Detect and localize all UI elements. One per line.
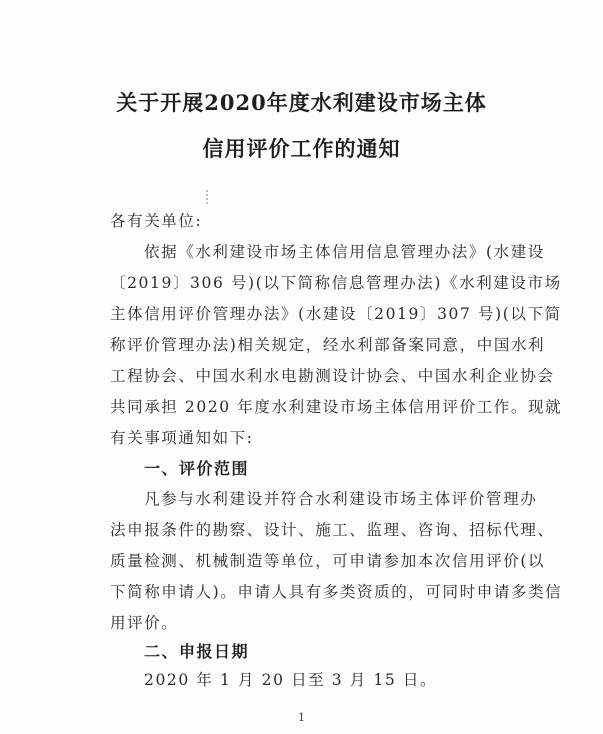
- section1-line: 法申报条件的勘察、设计、施工、监理、咨询、招标代理、: [110, 521, 555, 539]
- intro-line: 共同承担 2020 年度水利建设市场主体信用评价工作。现就: [110, 398, 563, 416]
- page-number: 1: [298, 711, 305, 724]
- intro-line: 依据《水利建设市场主体信用信息管理办法》(水建设: [144, 243, 545, 261]
- intro-line: 〔2019〕306 号)(以下简称信息管理办法)《水利建设市场: [110, 274, 562, 292]
- section1-line: 用评价。: [110, 614, 179, 632]
- salutation: 各有关单位:: [110, 212, 203, 230]
- scan-artifact: [206, 190, 210, 204]
- section1-line: 质量检测、机械制造等单位，可申请参加本次信用评价(以: [110, 552, 546, 570]
- section-heading-dates: 二、申报日期: [144, 642, 250, 661]
- section2-line: 2020 年 1 月 20 日至 3 月 15 日。: [144, 671, 438, 689]
- intro-line: 称评价管理办法)相关规定，经水利部备案同意，中国水利: [110, 336, 546, 354]
- intro-line: 有关事项通知如下:: [110, 429, 254, 447]
- section1-line: 下简称申请人)。申请人具有多类资质的，可同时申请多类信: [110, 583, 563, 601]
- intro-line: 工程协会、中国水利水电勘测设计协会、中国水利企业协会: [110, 367, 555, 385]
- section-heading-scope: 一、评价范围: [144, 459, 250, 478]
- intro-line: 主体信用评价管理办法》(水建设〔2019〕307 号)(以下简: [110, 305, 562, 323]
- document-title-line-2: 信用评价工作的通知: [202, 136, 401, 161]
- document-title-line-1: 关于开展2020年度水利建设市场主体: [116, 90, 487, 115]
- section1-line: 凡参与水利建设并符合水利建设市场主体评价管理办: [144, 490, 538, 508]
